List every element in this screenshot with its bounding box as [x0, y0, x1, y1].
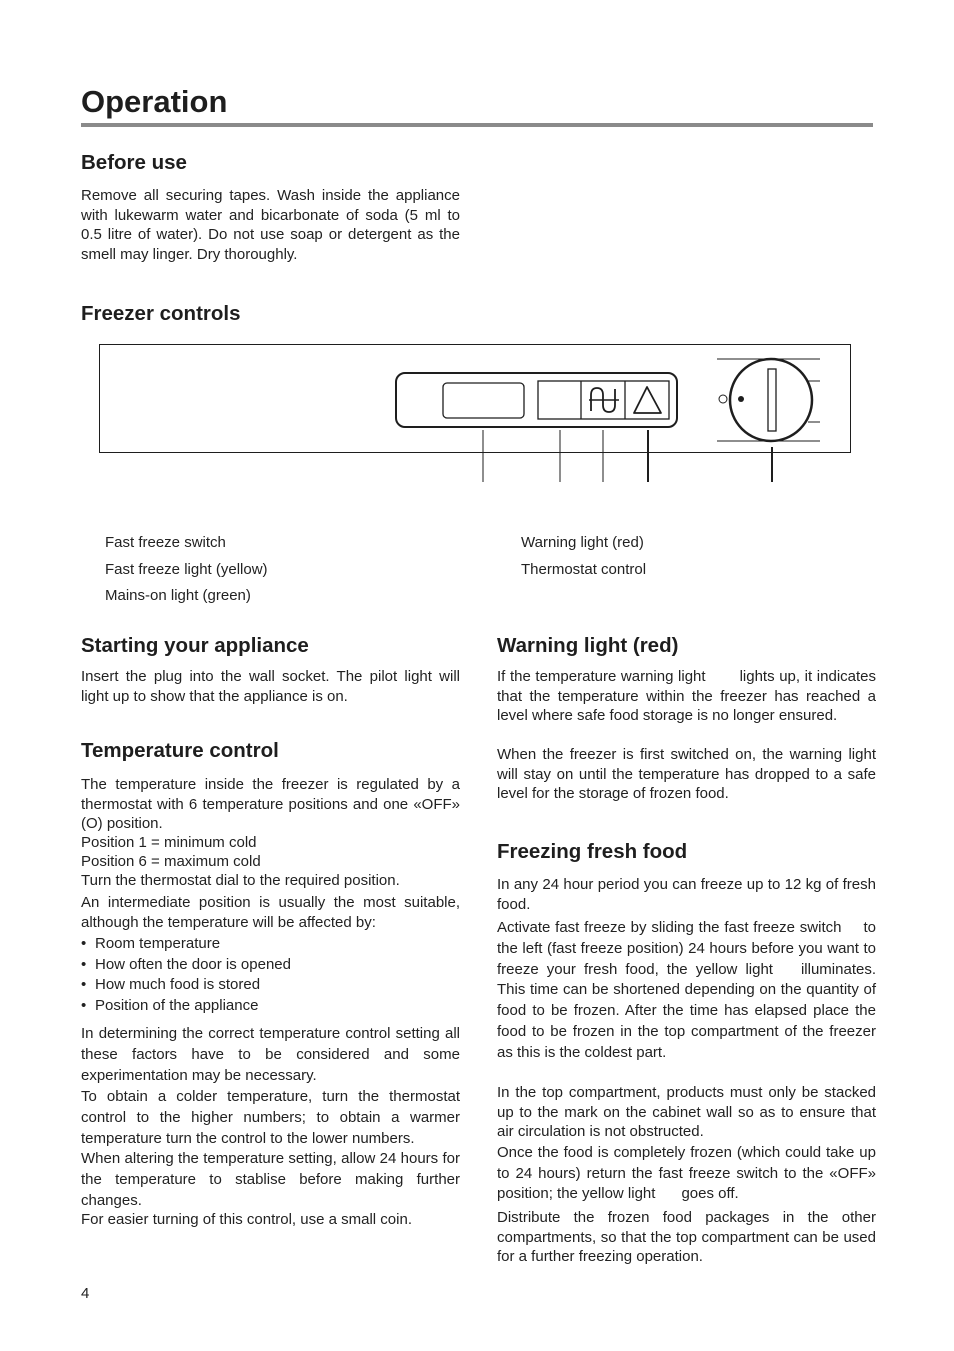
mains-on-icon	[589, 388, 619, 412]
warning-triangle-icon	[634, 387, 661, 413]
page-number: 4	[81, 1285, 90, 1302]
before-use-heading: Before use	[81, 151, 187, 174]
turn-dial-text: Turn the thermostat dial to the required position.	[81, 872, 400, 889]
freezer-controls-heading: Freezer controls	[81, 302, 241, 325]
intermediate-text: An intermediate position is usually the most suitable, although the temperature will be affected by:	[81, 894, 460, 931]
freezing-text-5: Distribute the frozen food packages in the other compartments, so that the top compartment can be used for a further freezing operation.	[497, 1209, 876, 1265]
factors-list	[81, 934, 291, 1017]
warning-text-2: When the freezer is first switched on, the warning light will stay on until the temperature has dropped to a safe level for the storage of frozen food.	[497, 746, 876, 802]
legend-fast-freeze-light: Fast freeze light (yellow)	[105, 561, 268, 578]
freezing-text-1: In any 24 hour period you can freeze up to 12 kg of fresh food.	[497, 876, 876, 913]
dial-mark-filled	[738, 396, 744, 402]
freezing-text-4: Once the food is completely frozen (which could take up to 24 hours) return the fast freeze switch to the «OFF» position; the yellow light goes off.	[497, 1144, 876, 1202]
warning-text-1: If the temperature warning light lights up, it indicates that the temperature within the freezer has reached a level where safe food storage is no longer ensured.	[497, 668, 876, 724]
freezing-heading: Freezing fresh food	[497, 840, 688, 863]
starting-text: Insert the plug into the wall socket. The pilot light will light up to show that the appliance is on.	[81, 668, 460, 705]
position-6-text: Position 6 = maximum cold	[81, 853, 261, 870]
warning-heading: Warning light (red)	[497, 634, 679, 657]
list-item: • How much food is stored	[81, 976, 261, 994]
position-1-text: Position 1 = minimum cold	[81, 834, 257, 851]
colder-text: To obtain a colder temperature, turn the thermostat control to the higher numbers; to obtain a warmer temperature turn the control to the lower numbers.	[81, 1088, 460, 1147]
freezing-text-2: Activate fast freeze by sliding the fast freeze switch to the left (fast freeze position) 24 hours before you want to freeze your fresh food, the yellow light illuminates. This time can be shortened depending on the quantity of food to be frozen. After the time has elapsed place the food to be frozen in the top compartment of the freezer as this is the coldest part.	[497, 919, 876, 1061]
legend-warning-light: Warning light (red)	[521, 534, 644, 551]
list-item: • Position of the appliance	[81, 997, 259, 1015]
coin-text: For easier turning of this control, use a small coin.	[81, 1211, 412, 1228]
temperature-heading: Temperature control	[81, 739, 279, 762]
page-title: Operation	[81, 84, 228, 119]
determining-text: In determining the correct temperature control setting all these factors have to be considered and some experimentation may be necessary.	[81, 1025, 460, 1084]
control-panel-diagram	[0, 0, 954, 500]
list-item: • How often the door is opened	[81, 955, 291, 973]
starting-heading: Starting your appliance	[81, 634, 309, 657]
altering-text: When altering the temperature setting, allow 24 hours for the temperature to stablise before making further changes.	[81, 1150, 460, 1209]
legend-fast-freeze-switch: Fast freeze switch	[105, 534, 226, 551]
legend-thermostat-control: Thermostat control	[521, 561, 647, 578]
dial-mark-open	[719, 395, 727, 403]
freezing-text-3: In the top compartment, products must only be stacked up to the mark on the cabinet wall so as to ensure that air circulation is not obstructed.	[497, 1084, 876, 1140]
temperature-intro: The temperature inside the freezer is regulated by a thermostat with 6 temperature positions and one «OFF» (O) position.	[81, 776, 460, 832]
legend-mains-on-light: Mains-on light (green)	[105, 587, 251, 604]
before-use-text: Remove all securing tapes. Wash inside the appliance with lukewarm water and bicarbonate of soda (5 ml to 0.5 litre of water). Do not use soap or detergent as the smell may linger. Dry thoroughly.	[81, 187, 460, 263]
list-item: • Room temperature	[81, 935, 221, 952]
fast-freeze-switch-slot	[443, 383, 524, 418]
